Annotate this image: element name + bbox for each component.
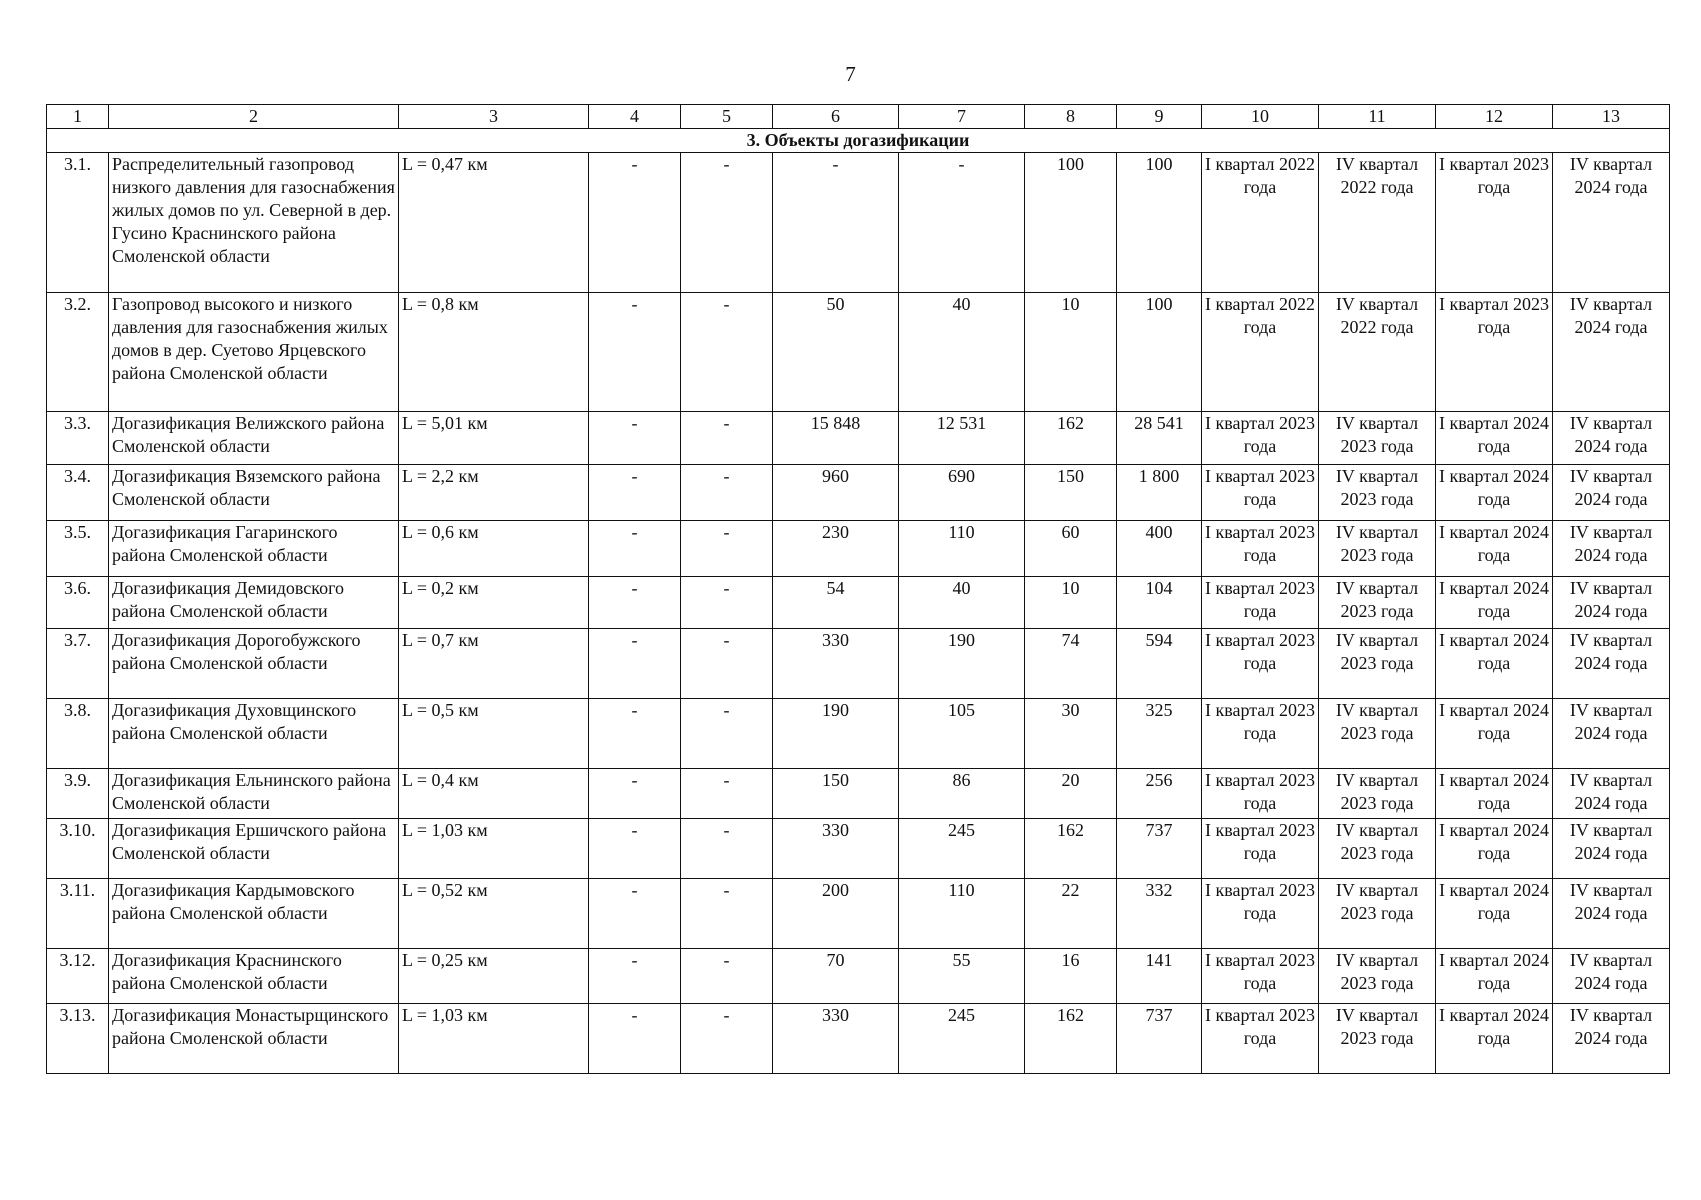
section-title-row bbox=[47, 129, 1670, 153]
pipeline-length: L = 0,2 км bbox=[399, 576, 589, 628]
value-col-4: - bbox=[589, 576, 681, 628]
value-col-8: 10 bbox=[1025, 576, 1117, 628]
row-number: 3.9. bbox=[47, 769, 109, 819]
term-col-13: IV квартал 2024 года bbox=[1553, 948, 1670, 1003]
table-row bbox=[47, 948, 1670, 1003]
value-col-8: 162 bbox=[1025, 819, 1117, 878]
value-col-9: 332 bbox=[1117, 878, 1202, 948]
row-number: 3.2. bbox=[47, 293, 109, 411]
value-col-4: - bbox=[589, 819, 681, 878]
pipeline-length: L = 0,5 км bbox=[399, 699, 589, 769]
row-number: 3.4. bbox=[47, 464, 109, 520]
object-name: Догазификация Демидовского района Смоленской области bbox=[109, 576, 399, 628]
value-col-8: 74 bbox=[1025, 629, 1117, 699]
value-col-4: - bbox=[589, 411, 681, 464]
column-header: 2 bbox=[109, 105, 399, 129]
value-col-5: - bbox=[681, 769, 773, 819]
term-col-10: I квартал 2023 года bbox=[1202, 699, 1319, 769]
term-col-13: IV квартал 2024 года bbox=[1553, 576, 1670, 628]
page-number: 7 bbox=[845, 62, 856, 86]
term-col-10: I квартал 2023 года bbox=[1202, 948, 1319, 1003]
column-header: 1 bbox=[47, 105, 109, 129]
value-col-5: - bbox=[681, 153, 773, 293]
value-col-6: 150 bbox=[773, 769, 899, 819]
value-col-6: - bbox=[773, 153, 899, 293]
value-col-7: 40 bbox=[899, 576, 1025, 628]
value-col-9: 256 bbox=[1117, 769, 1202, 819]
value-col-4: - bbox=[589, 153, 681, 293]
object-name: Догазификация Духовщинского района Смоленской области bbox=[109, 699, 399, 769]
value-col-9: 325 bbox=[1117, 699, 1202, 769]
table-row bbox=[47, 576, 1670, 628]
term-col-12: I квартал 2024 года bbox=[1436, 948, 1553, 1003]
value-col-5: - bbox=[681, 411, 773, 464]
table-row bbox=[47, 153, 1670, 293]
value-col-8: 60 bbox=[1025, 520, 1117, 576]
object-name: Распределительный газопровод низкого давления для газоснабжения жилых домов по ул. Северной в дер. Гусино Краснинского района Смоленской области bbox=[109, 153, 399, 293]
value-col-8: 162 bbox=[1025, 411, 1117, 464]
term-col-13: IV квартал 2024 года bbox=[1553, 699, 1670, 769]
value-col-7: 690 bbox=[899, 464, 1025, 520]
column-header: 9 bbox=[1117, 105, 1202, 129]
value-col-7: 86 bbox=[899, 769, 1025, 819]
column-header: 5 bbox=[681, 105, 773, 129]
row-number: 3.13. bbox=[47, 1003, 109, 1073]
value-col-4: - bbox=[589, 520, 681, 576]
term-col-11: IV квартал 2023 года bbox=[1319, 948, 1436, 1003]
value-col-8: 16 bbox=[1025, 948, 1117, 1003]
value-col-9: 594 bbox=[1117, 629, 1202, 699]
term-col-10: I квартал 2023 года bbox=[1202, 629, 1319, 699]
table-row bbox=[47, 699, 1670, 769]
term-col-10: I квартал 2023 года bbox=[1202, 878, 1319, 948]
term-col-10: I квартал 2022 года bbox=[1202, 153, 1319, 293]
value-col-5: - bbox=[681, 576, 773, 628]
term-col-12: I квартал 2024 года bbox=[1436, 520, 1553, 576]
term-col-10: I квартал 2022 года bbox=[1202, 293, 1319, 411]
table-row bbox=[47, 769, 1670, 819]
pipeline-length: L = 0,6 км bbox=[399, 520, 589, 576]
column-header: 3 bbox=[399, 105, 589, 129]
pipeline-length: L = 5,01 км bbox=[399, 411, 589, 464]
value-col-4: - bbox=[589, 878, 681, 948]
value-col-4: - bbox=[589, 464, 681, 520]
table-row bbox=[47, 629, 1670, 699]
value-col-7: 245 bbox=[899, 819, 1025, 878]
value-col-6: 330 bbox=[773, 1003, 899, 1073]
value-col-6: 960 bbox=[773, 464, 899, 520]
table-row bbox=[47, 464, 1670, 520]
value-col-7: - bbox=[899, 153, 1025, 293]
value-col-9: 737 bbox=[1117, 1003, 1202, 1073]
value-col-4: - bbox=[589, 1003, 681, 1073]
value-col-7: 12 531 bbox=[899, 411, 1025, 464]
pipeline-length: L = 2,2 км bbox=[399, 464, 589, 520]
value-col-5: - bbox=[681, 819, 773, 878]
column-header: 4 bbox=[589, 105, 681, 129]
pipeline-length: L = 1,03 км bbox=[399, 819, 589, 878]
term-col-11: IV квартал 2023 года bbox=[1319, 699, 1436, 769]
value-col-5: - bbox=[681, 948, 773, 1003]
column-header: 8 bbox=[1025, 105, 1117, 129]
object-name: Догазификация Велижского района Смоленской области bbox=[109, 411, 399, 464]
term-col-11: IV квартал 2023 года bbox=[1319, 520, 1436, 576]
term-col-13: IV квартал 2024 года bbox=[1553, 411, 1670, 464]
value-col-5: - bbox=[681, 293, 773, 411]
value-col-9: 737 bbox=[1117, 819, 1202, 878]
row-number: 3.11. bbox=[47, 878, 109, 948]
term-col-13: IV квартал 2024 года bbox=[1553, 153, 1670, 293]
term-col-13: IV квартал 2024 года bbox=[1553, 1003, 1670, 1073]
term-col-12: I квартал 2024 года bbox=[1436, 1003, 1553, 1073]
table-row bbox=[47, 1003, 1670, 1073]
value-col-4: - bbox=[589, 948, 681, 1003]
term-col-12: I квартал 2024 года bbox=[1436, 769, 1553, 819]
value-col-6: 70 bbox=[773, 948, 899, 1003]
column-header: 11 bbox=[1319, 105, 1436, 129]
value-col-8: 30 bbox=[1025, 699, 1117, 769]
term-col-10: I квартал 2023 года bbox=[1202, 819, 1319, 878]
row-number: 3.8. bbox=[47, 699, 109, 769]
table-row bbox=[47, 878, 1670, 948]
value-col-6: 54 bbox=[773, 576, 899, 628]
pipeline-length: L = 0,25 км bbox=[399, 948, 589, 1003]
table-row bbox=[47, 411, 1670, 464]
term-col-13: IV квартал 2024 года bbox=[1553, 819, 1670, 878]
term-col-12: I квартал 2024 года bbox=[1436, 576, 1553, 628]
value-col-6: 200 bbox=[773, 878, 899, 948]
value-col-9: 1 800 bbox=[1117, 464, 1202, 520]
row-number: 3.1. bbox=[47, 153, 109, 293]
table-row bbox=[47, 293, 1670, 411]
term-col-13: IV квартал 2024 года bbox=[1553, 629, 1670, 699]
value-col-6: 15 848 bbox=[773, 411, 899, 464]
row-number: 3.6. bbox=[47, 576, 109, 628]
value-col-8: 22 bbox=[1025, 878, 1117, 948]
term-col-11: IV квартал 2023 года bbox=[1319, 1003, 1436, 1073]
term-col-10: I квартал 2023 года bbox=[1202, 464, 1319, 520]
term-col-10: I квартал 2023 года bbox=[1202, 520, 1319, 576]
table-row bbox=[47, 819, 1670, 878]
value-col-9: 400 bbox=[1117, 520, 1202, 576]
term-col-13: IV квартал 2024 года bbox=[1553, 878, 1670, 948]
value-col-6: 230 bbox=[773, 520, 899, 576]
term-col-12: I квартал 2024 года bbox=[1436, 878, 1553, 948]
value-col-6: 50 bbox=[773, 293, 899, 411]
column-header-row bbox=[47, 105, 1670, 129]
value-col-7: 110 bbox=[899, 878, 1025, 948]
term-col-12: I квартал 2024 года bbox=[1436, 464, 1553, 520]
object-name: Догазификация Ельнинского района Смоленской области bbox=[109, 769, 399, 819]
term-col-10: I квартал 2023 года bbox=[1202, 411, 1319, 464]
value-col-9: 104 bbox=[1117, 576, 1202, 628]
column-header: 10 bbox=[1202, 105, 1319, 129]
term-col-13: IV квартал 2024 года bbox=[1553, 464, 1670, 520]
value-col-6: 330 bbox=[773, 819, 899, 878]
pipeline-length: L = 0,47 км bbox=[399, 153, 589, 293]
value-col-5: - bbox=[681, 878, 773, 948]
pipeline-length: L = 0,4 км bbox=[399, 769, 589, 819]
pipeline-length: L = 0,7 км bbox=[399, 629, 589, 699]
gasification-table bbox=[46, 104, 1670, 1074]
value-col-4: - bbox=[589, 769, 681, 819]
term-col-11: IV квартал 2022 года bbox=[1319, 293, 1436, 411]
object-name: Догазификация Кардымовского района Смоленской области bbox=[109, 878, 399, 948]
pipeline-length: L = 0,52 км bbox=[399, 878, 589, 948]
row-number: 3.10. bbox=[47, 819, 109, 878]
pipeline-length: L = 0,8 км bbox=[399, 293, 589, 411]
pipeline-length: L = 1,03 км bbox=[399, 1003, 589, 1073]
object-name: Догазификация Монастырщинского района Смоленской области bbox=[109, 1003, 399, 1073]
term-col-11: IV квартал 2023 года bbox=[1319, 769, 1436, 819]
term-col-12: I квартал 2023 года bbox=[1436, 293, 1553, 411]
term-col-12: I квартал 2023 года bbox=[1436, 153, 1553, 293]
term-col-10: I квартал 2023 года bbox=[1202, 769, 1319, 819]
value-col-7: 40 bbox=[899, 293, 1025, 411]
value-col-5: - bbox=[681, 520, 773, 576]
term-col-11: IV квартал 2023 года bbox=[1319, 878, 1436, 948]
term-col-10: I квартал 2023 года bbox=[1202, 1003, 1319, 1073]
term-col-11: IV квартал 2023 года bbox=[1319, 819, 1436, 878]
value-col-9: 100 bbox=[1117, 293, 1202, 411]
value-col-8: 162 bbox=[1025, 1003, 1117, 1073]
value-col-6: 190 bbox=[773, 699, 899, 769]
term-col-12: I квартал 2024 года bbox=[1436, 629, 1553, 699]
term-col-13: IV квартал 2024 года bbox=[1553, 293, 1670, 411]
value-col-6: 330 bbox=[773, 629, 899, 699]
value-col-8: 150 bbox=[1025, 464, 1117, 520]
term-col-11: IV квартал 2023 года bbox=[1319, 411, 1436, 464]
object-name: Догазификация Вяземского района Смоленской области bbox=[109, 464, 399, 520]
object-name: Газопровод высокого и низкого давления для газоснабжения жилых домов в дер. Суетово Ярцевского района Смоленской области bbox=[109, 293, 399, 411]
term-col-12: I квартал 2024 года bbox=[1436, 699, 1553, 769]
value-col-9: 28 541 bbox=[1117, 411, 1202, 464]
term-col-12: I квартал 2024 года bbox=[1436, 411, 1553, 464]
value-col-8: 100 bbox=[1025, 153, 1117, 293]
value-col-7: 105 bbox=[899, 699, 1025, 769]
term-col-12: I квартал 2024 года bbox=[1436, 819, 1553, 878]
value-col-5: - bbox=[681, 699, 773, 769]
term-col-10: I квартал 2023 года bbox=[1202, 576, 1319, 628]
value-col-5: - bbox=[681, 464, 773, 520]
value-col-9: 141 bbox=[1117, 948, 1202, 1003]
column-header: 13 bbox=[1553, 105, 1670, 129]
value-col-9: 100 bbox=[1117, 153, 1202, 293]
term-col-13: IV квартал 2024 года bbox=[1553, 769, 1670, 819]
row-number: 3.12. bbox=[47, 948, 109, 1003]
value-col-5: - bbox=[681, 1003, 773, 1073]
value-col-7: 110 bbox=[899, 520, 1025, 576]
row-number: 3.7. bbox=[47, 629, 109, 699]
value-col-8: 10 bbox=[1025, 293, 1117, 411]
object-name: Догазификация Ершичского района Смоленской области bbox=[109, 819, 399, 878]
table-row bbox=[47, 520, 1670, 576]
object-name: Догазификация Гагаринского района Смоленской области bbox=[109, 520, 399, 576]
term-col-11: IV квартал 2023 года bbox=[1319, 464, 1436, 520]
object-name: Догазификация Дорогобужского района Смоленской области bbox=[109, 629, 399, 699]
column-header: 6 bbox=[773, 105, 899, 129]
term-col-13: IV квартал 2024 года bbox=[1553, 520, 1670, 576]
row-number: 3.5. bbox=[47, 520, 109, 576]
section-title: 3. Объекты догазификации bbox=[47, 129, 1670, 153]
term-col-11: IV квартал 2022 года bbox=[1319, 153, 1436, 293]
column-header: 12 bbox=[1436, 105, 1553, 129]
value-col-4: - bbox=[589, 293, 681, 411]
value-col-7: 245 bbox=[899, 1003, 1025, 1073]
value-col-7: 55 bbox=[899, 948, 1025, 1003]
value-col-7: 190 bbox=[899, 629, 1025, 699]
value-col-8: 20 bbox=[1025, 769, 1117, 819]
term-col-11: IV квартал 2023 года bbox=[1319, 629, 1436, 699]
row-number: 3.3. bbox=[47, 411, 109, 464]
value-col-5: - bbox=[681, 629, 773, 699]
object-name: Догазификация Краснинского района Смоленской области bbox=[109, 948, 399, 1003]
value-col-4: - bbox=[589, 629, 681, 699]
table-body bbox=[47, 153, 1670, 1074]
column-header: 7 bbox=[899, 105, 1025, 129]
term-col-11: IV квартал 2023 года bbox=[1319, 576, 1436, 628]
value-col-4: - bbox=[589, 699, 681, 769]
